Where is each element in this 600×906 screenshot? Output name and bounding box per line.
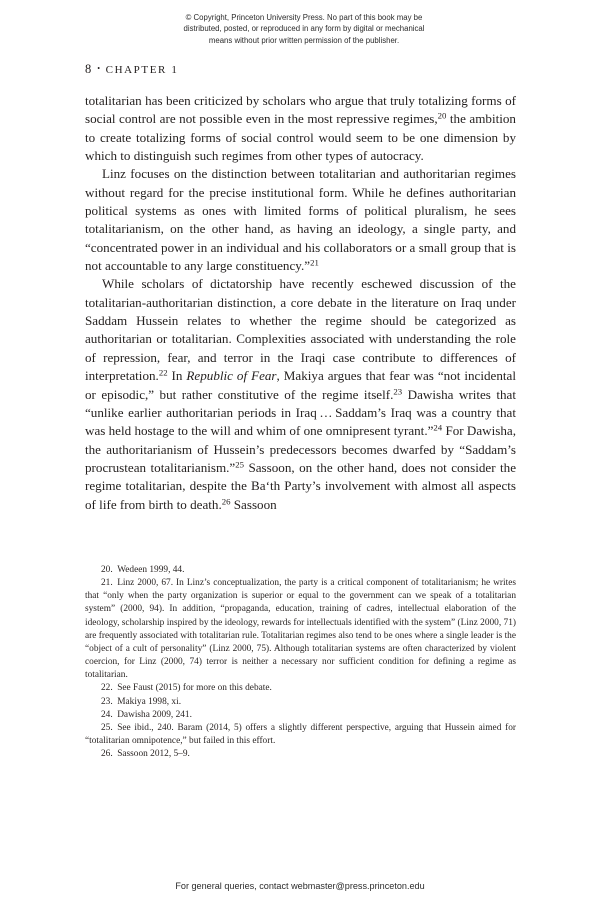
footnote-number: 24. [101, 709, 113, 720]
footnote-item [85, 682, 516, 695]
footnote-ref-24[interactable]: 24 [433, 422, 443, 433]
footnote-number: 20. [101, 565, 113, 575]
footnotes [85, 564, 516, 761]
footnote-text: Linz 2000, 67. In Linz’s conceptualization, the party is a critical component of totalitarianism; he writes that “only when the party organization is superior or equal to the government can we speak of a totalitarian system” (2000, 94). In addition, “propaganda, education, training of cadres, intellectual elaboration of the ideology, scholarship inspired by the ideology, rewards for intellectuals identified with the system” (Linz 2000, 71) are frequently associated with totalitarian rule. Totalitarian regimes also tend to be ones where a single leader is the “object of a cult of personality” (Linz 2000, 75). Although totalitarian systems are often characterized by violent coercion, for Linz (2000, 74) terror is neither a necessary nor sufficient condition for defining a regime as totalitarian. [85, 578, 516, 681]
footnote-ref-25[interactable]: 25 [235, 459, 245, 470]
footnote-number: 23. [101, 696, 113, 707]
footnote-text: See Faust (2015) for more on this debate. [117, 683, 272, 694]
footnote-ref-22[interactable]: 22 [158, 367, 168, 378]
p2-text-a: Linz focuses on the distinction between totalitarian and authoritarian regimes without regard for the precise institutional form. While he defines authoritarian political systems as ones with limited forms of political pluralism, he sees totalitarianism, on the other hand, as having an ideology, a single party, and “concentrated power in an individual and his collaborators or a small group that is not accountable to any large constituency.” [85, 166, 516, 274]
footnote-text: See ibid., 240. Baram (2014, 5) offers a slightly different perspective, arguing that Hussein aimed for “totalitarian omnipotence,” but failed in this effort. [85, 722, 516, 747]
p3-text-g: Sassoon [230, 496, 277, 512]
p3-text-d: Dawisha writes that “unlike earlier authoritarian periods in Iraq … Saddam’s Iraq was a country that was held hostage to the will and whim of one omnipresent tyrant.” [85, 386, 516, 439]
footnote-number: 25. [101, 722, 113, 733]
paragraph-1 [85, 92, 516, 165]
footnote-text: Dawisha 2009, 241. [117, 709, 192, 720]
footnote-item [85, 564, 516, 577]
footnote-number: 22. [101, 683, 113, 694]
footnote-item [85, 696, 516, 709]
footnote-text: Sassoon 2012, 5–9. [117, 749, 190, 760]
p1-text-a: totalitarian has been criticized by scholars who argue that truly totalizing forms of social control are not possible even in the most repressive regimes, [85, 93, 516, 127]
p3-text-e: For Dawisha, the authoritarianism of Hussein’s predecessors becomes dwarfed by “Saddam’s procrustean totalitarianism.” [85, 423, 517, 475]
copyright-line-1: © Copyright, Princeton University Press. No part of this book may be [185, 13, 423, 22]
paragraph-3 [85, 275, 516, 513]
footnote-number: 26. [101, 749, 113, 760]
p3-text-f: Sassoon, on the other hand, does not consider the regime totalitarian, despite the Baʻth Party’s involvement with almost all aspects of life from birth to death. [85, 459, 517, 512]
running-head-separator: • [97, 64, 102, 73]
book-title-republic-of-fear: Republic of Fear [186, 368, 277, 384]
chapter-label: CHAPTER 1 [105, 64, 179, 76]
body-text [85, 92, 516, 514]
copyright-line-3: means without prior written permission of the publisher. [208, 35, 400, 45]
footnote-item [85, 577, 516, 682]
p1-text-b: the ambition to create totalizing forms of social control would seem to be one dimension by which to distinguish such regimes from other types of autocracy. [85, 111, 516, 164]
footnote-number: 21. [101, 578, 113, 589]
footnote-text: Wedeen 1999, 44. [117, 565, 185, 575]
footnote-ref-21[interactable]: 21 [310, 257, 319, 268]
page-folio: 8 [85, 62, 92, 76]
footnote-item [85, 748, 516, 761]
copyright-notice [129, 12, 479, 46]
page-footer: For general queries, contact webmaster@press.princeton.edu [175, 881, 425, 891]
p3-text-b: In [167, 368, 187, 384]
footnote-item [85, 722, 516, 748]
running-head [85, 62, 178, 77]
copyright-line-2: distributed, posted, or reproduced in any form by digital or mechanical [183, 24, 425, 34]
footnote-text: Makiya 1998, xi. [117, 696, 182, 707]
footnote-item [85, 709, 516, 722]
paragraph-2 [85, 165, 516, 275]
p3-text-c: , Makiya argues that fear was “not incidental or episodic,” but rather constitutive of the regime itself. [85, 368, 516, 402]
footnote-ref-20[interactable]: 20 [437, 110, 447, 121]
footnote-ref-23[interactable]: 23 [393, 385, 403, 396]
p3-text-a: While scholars of dictatorship have recently eschewed discussion of the totalitarian-authoritarian distinction, a core debate in the literature on Iraq under Saddam Hussein relates to whether the regime should be categorized as authoritarian or totalitarian. Complexities associated with understanding the role of repression, fear, and terror in the Iraqi case contribute to differences of interpretation. [85, 276, 516, 384]
footnote-ref-26[interactable]: 26 [221, 496, 231, 506]
